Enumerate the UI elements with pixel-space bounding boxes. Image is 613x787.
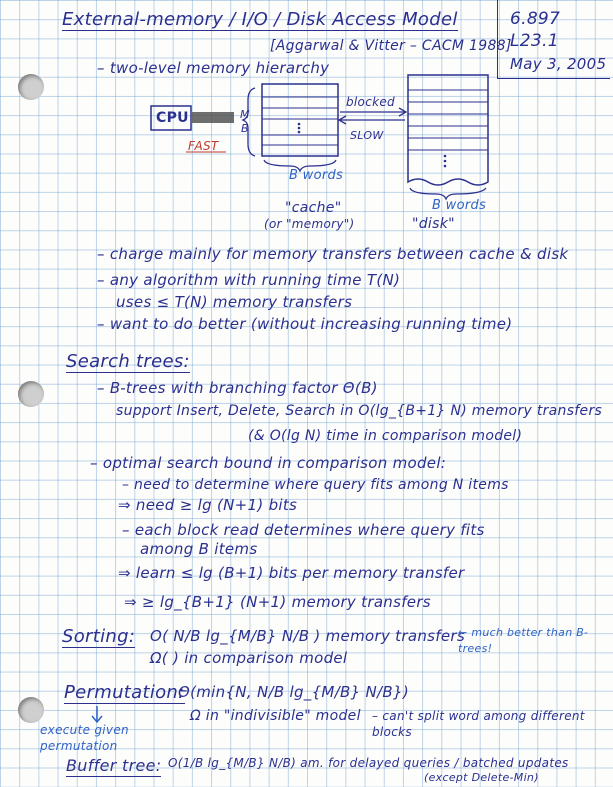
intro-line-1: – charge mainly for memory transfers between cache & disk [97,245,569,263]
lecture-date: May 3, 2005 [510,55,607,73]
sorting-line-2: Ω( ) in comparison model [150,649,348,667]
search-line-5: – need to determine where query fits among N items [122,477,509,493]
cache-label: "cache" [285,200,342,216]
permutation-line-1: Θ(min{N, N/B lg_{M/B} N/B}) [178,683,409,701]
b-label: B [241,122,249,135]
intro-line-2: – any algorithm with running time T(N) [97,271,401,289]
buffer-tree-line: O(1/B lg_{M/B} N/B) am. for delayed queries / batched updates [168,756,569,770]
execute-arrow-icon [90,706,104,724]
search-line-2: support Insert, Delete, Search in O(lg_{B+1} N) memory transfers [116,403,603,419]
search-line-4: – optimal search bound in comparison model: [90,454,447,472]
search-line-8: among B items [140,540,258,558]
search-line-1: – B-trees with branching factor Θ(B) [97,379,378,397]
disk-label: "disk" [412,216,455,232]
buffer-tree-note: (except Delete-Min) [424,771,539,784]
cpu-label: CPU [156,110,189,126]
blocked-label: blocked [346,95,395,109]
fast-label: FAST [188,139,219,153]
b-words-disk: B words [432,198,487,213]
search-line-7: – each block read determines where query fits [122,521,485,539]
lecture-number: L23.1 [510,31,559,51]
b-words-cache: B words [289,168,344,183]
search-line-6: ⇒ need ≥ lg (N+1) bits [118,496,298,514]
two-level-line: – two-level memory hierarchy [97,59,330,77]
search-line-10: ⇒ ≥ lg_{B+1} (N+1) memory transfers [124,593,431,611]
permutation-line-2: Ω in "indivisible" model [190,708,361,724]
sorting-heading: Sorting: [62,626,136,647]
search-trees-heading: Search trees: [66,351,190,372]
cache-sublabel: (or "memory") [264,217,355,231]
m-label: M [240,108,250,121]
buffer-tree-heading: Buffer tree: [66,756,162,775]
intro-line-3: uses ≤ T(N) memory transfers [116,293,353,311]
search-line-9: ⇒ learn ≤ lg (B+1) bits per memory transfer [118,564,465,582]
permutation-heading: Permutation: [64,682,185,703]
citation: [Aggarwal & Vitter – CACM 1988] [270,38,512,54]
search-line-3: (& O(lg N) time in comparison model) [248,428,523,444]
sorting-note: ← much better than B-trees! [458,626,589,655]
intro-line-4: – want to do better (without increasing running time) [97,315,513,333]
permutation-note: – can't split word among different blocks [372,709,585,739]
slow-label: SLOW [350,129,384,142]
course-number: 6.897 [510,9,561,29]
page-title: External-memory / I/O / Disk Access Model [62,9,458,30]
sorting-line-1: O( N/B lg_{M/B} N/B ) memory transfers [150,627,465,645]
execute-permutation-note: execute given permutation [40,723,129,753]
